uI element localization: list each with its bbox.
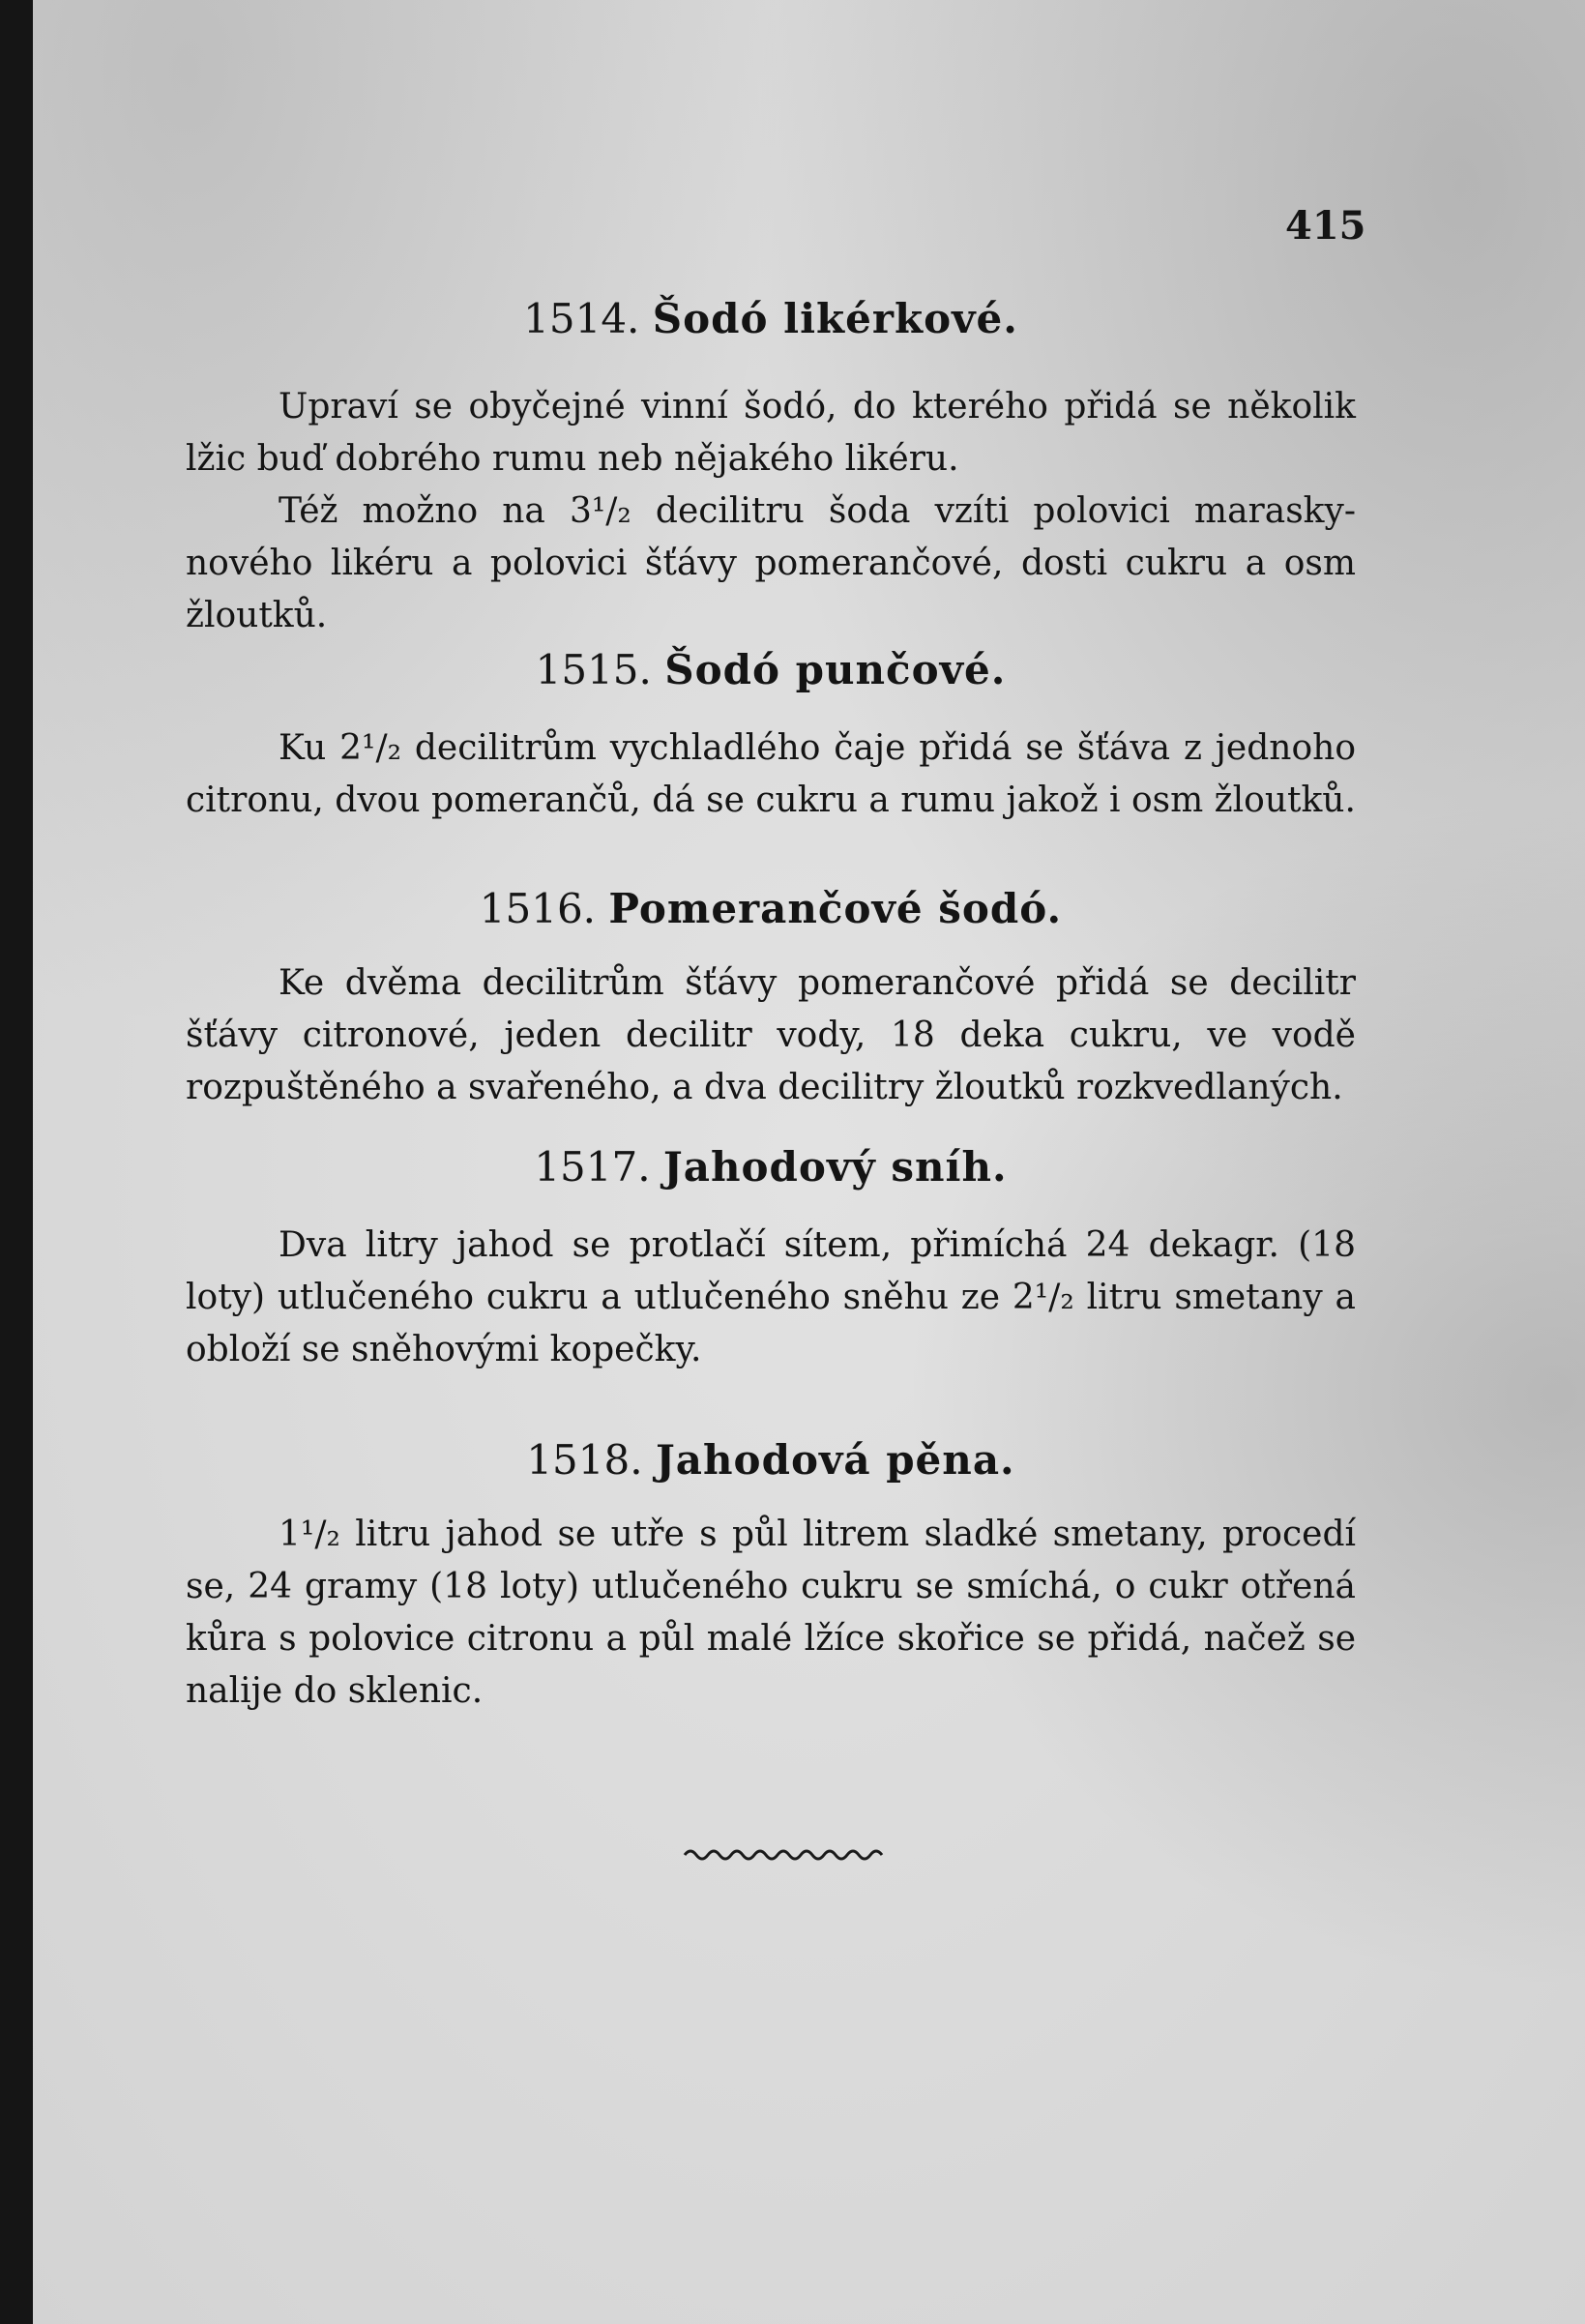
recipe-title <box>186 885 1356 932</box>
recipe-1517 <box>186 1143 1356 1376</box>
recipe-paragraph: 1¹/₂ litru jahod se utře s půl litrem sladké smetany, procedí se, 24 gramy (18 loty) utlučeného cukru se smíchá, o cukr otřená kůra s polovice citronu a půl malé lžíce skořice se přidá, načež se nalije do sklenic. <box>186 1515 1356 1711</box>
book-page <box>33 0 1585 2324</box>
recipe-title <box>186 1143 1356 1191</box>
recipe-number: 1517. <box>534 1143 651 1191</box>
recipe-title <box>186 646 1356 693</box>
recipe-title <box>186 1436 1356 1484</box>
page-number: 415 <box>1285 203 1366 249</box>
recipe-paragraph: Ku 2¹/₂ decilitrům vychladlého čaje přidá se šťáva z jednoho citronu, dvou pomerančů, dá se cukru a rumu jakož i osm žloutků. <box>186 728 1356 820</box>
recipe-name: Šodó likérkové. <box>652 295 1018 342</box>
recipe-list <box>186 295 1356 1718</box>
recipe-1514 <box>186 295 1356 642</box>
recipe-number: 1518. <box>526 1436 643 1484</box>
recipe-paragraph: Upraví se obyčejné vinní šodó, do kterého přidá se několik lžic buď dobrého rumu neb nějakého likéru. <box>186 387 1356 479</box>
recipe-number: 1514. <box>523 295 640 342</box>
recipe-paragraph: Dva litry jahod se protlačí sítem, přimíchá 24 dekagr. (18 loty) utlučeného cukru a utlučeného sněhu ze 2¹/₂ litru smetany a obloží se sněhovými kopečky. <box>186 1225 1356 1369</box>
end-ornament <box>683 1845 886 1863</box>
recipe-name: Pomerančové šodó. <box>608 885 1063 932</box>
recipe-name: Jahodová pěna. <box>655 1436 1015 1484</box>
recipe-1518 <box>186 1436 1356 1718</box>
recipe-paragraph: Ke dvěma decilitrům šťávy pomerančové přidá se decilitr šťávy citronové, jeden decilitr vody, 18 deka cukru, ve vodě rozpuštěného a svařeného, a dva decilitry žloutků rozkvedlaných. <box>186 963 1356 1107</box>
recipe-number: 1515. <box>535 646 652 693</box>
recipe-number: 1516. <box>479 885 597 932</box>
recipe-paragraph: Též možno na 3¹/₂ decilitru šoda vzíti polovici marasky-nového likéru a polovici šťávy pomerančové, dosti cukru a osm žloutků. <box>186 491 1356 635</box>
recipe-name: Jahodový sníh. <box>662 1143 1008 1191</box>
recipe-1516 <box>186 885 1356 1114</box>
recipe-1515 <box>186 646 1356 827</box>
recipe-title <box>186 295 1356 342</box>
recipe-name: Šodó punčové. <box>664 646 1007 693</box>
